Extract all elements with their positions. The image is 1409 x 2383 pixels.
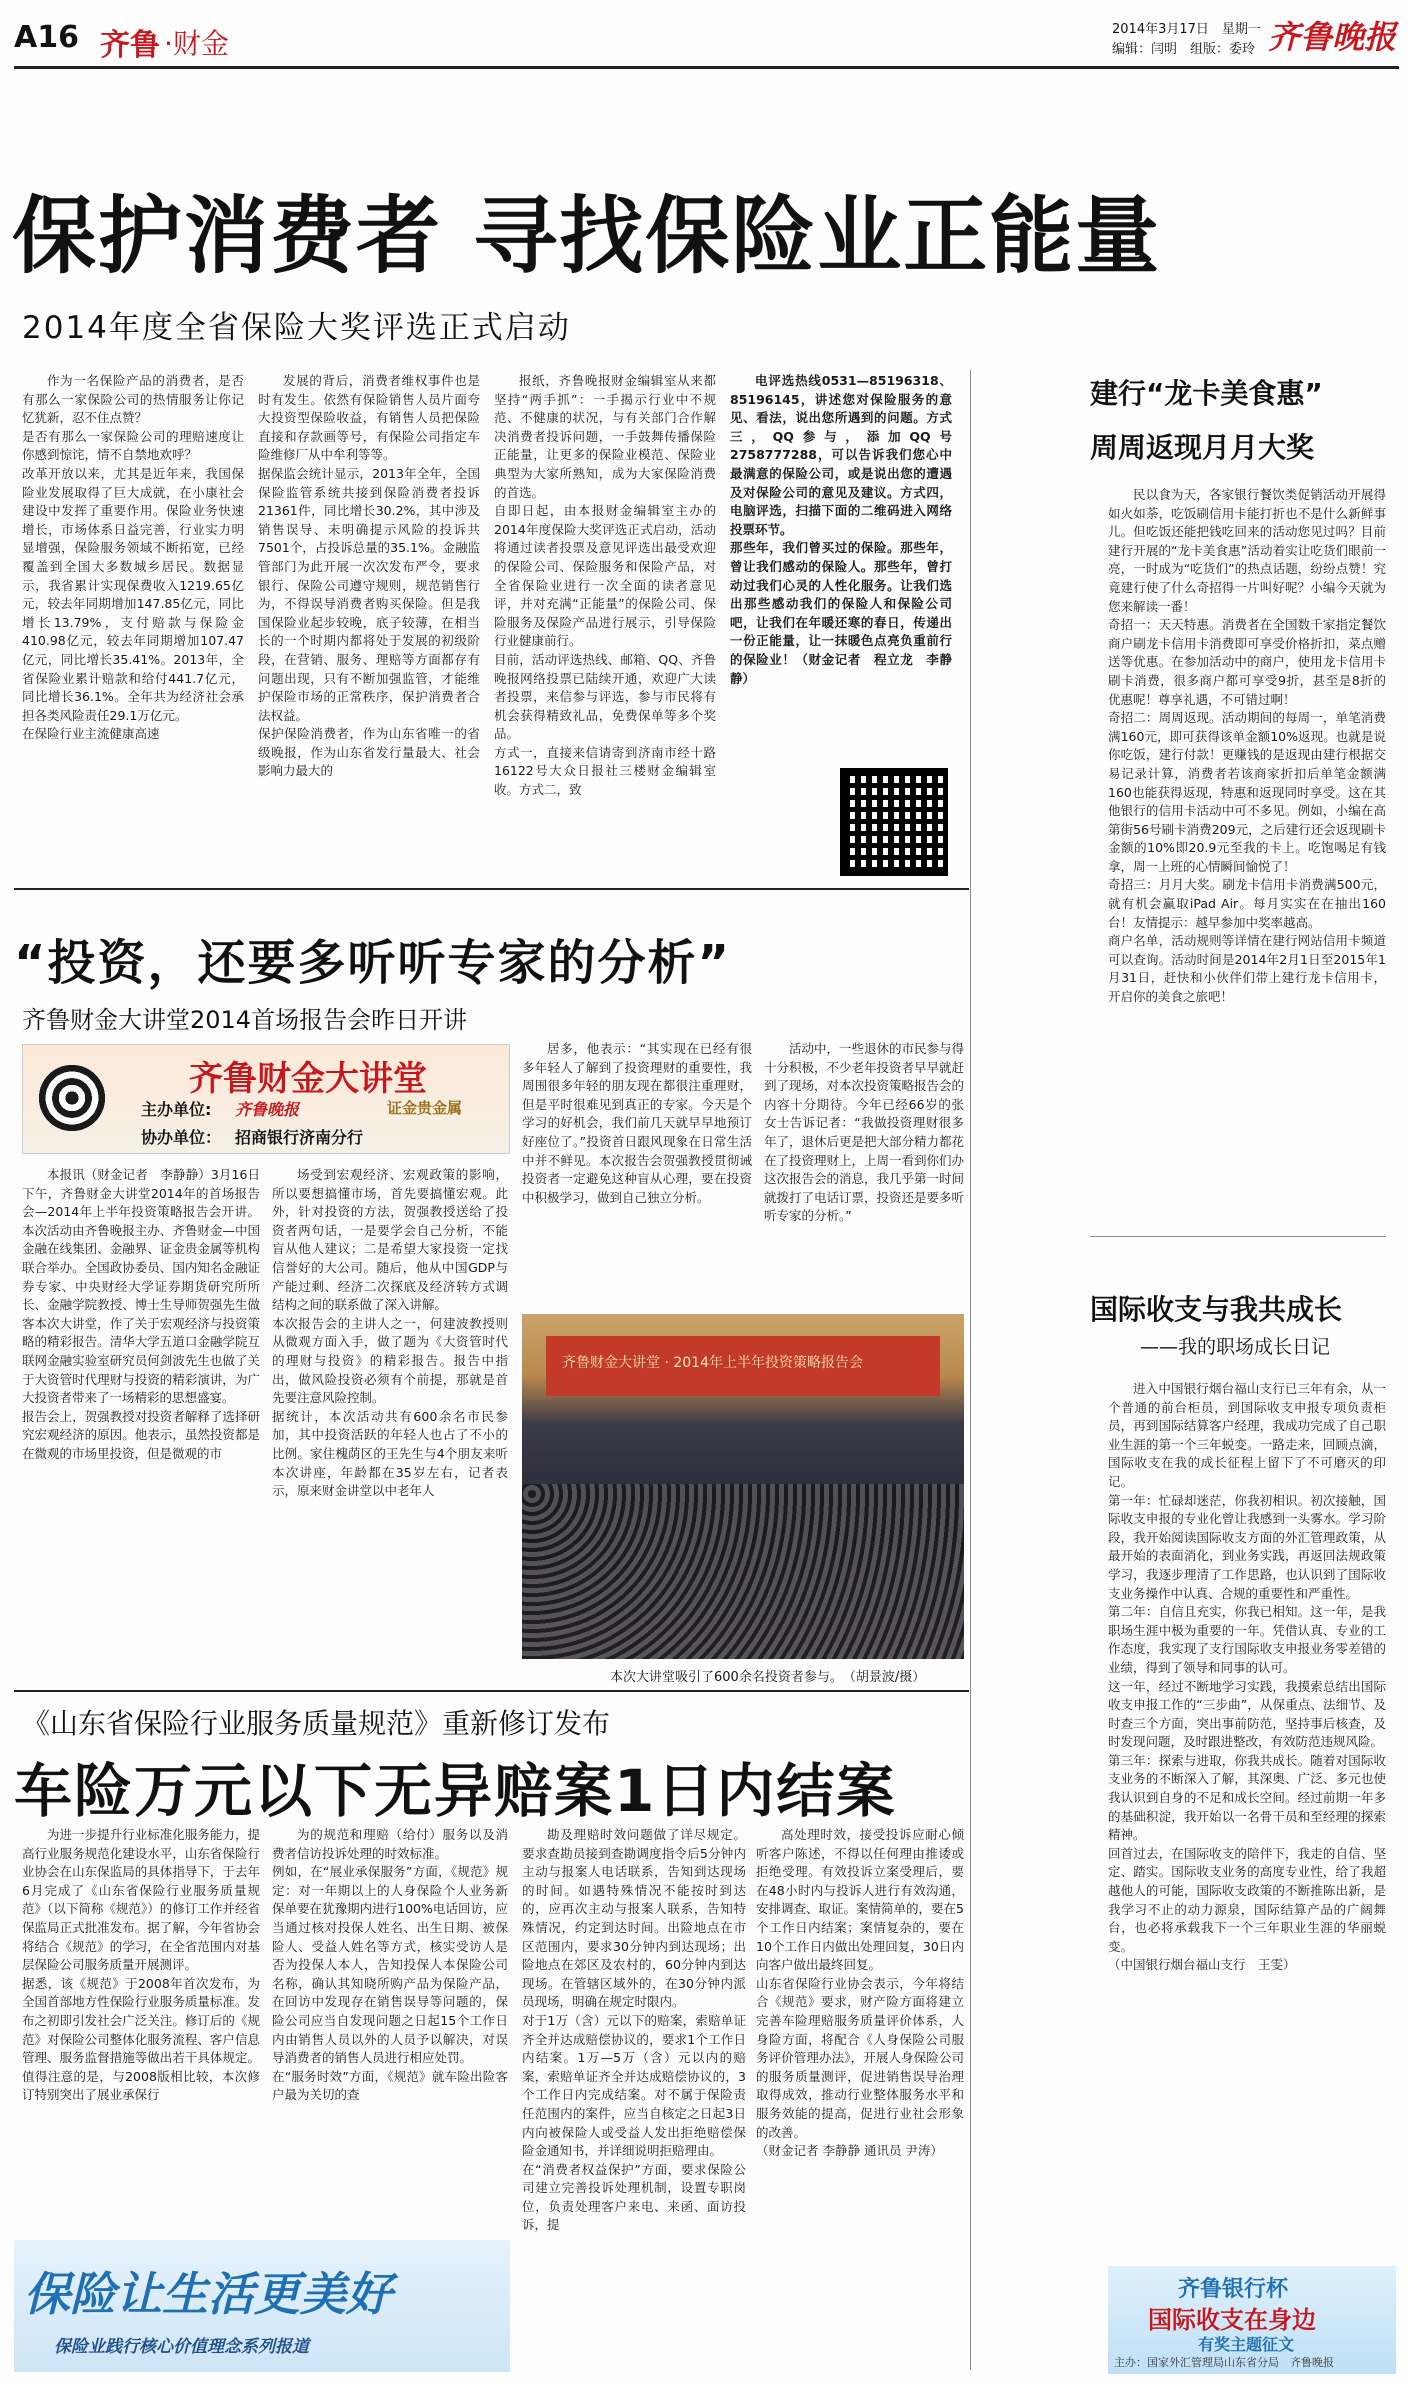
article3-col1 bbox=[22, 1826, 260, 2228]
article1-col3 bbox=[494, 372, 716, 877]
staff-line: 编辑：闫明 组版：委玲 bbox=[1112, 42, 1256, 57]
promo-line2: 国际收支在身边 bbox=[1148, 2306, 1316, 2334]
photo-audience bbox=[522, 1484, 964, 1659]
promo-line4: 主办：国家外汇管理局山东省分局 齐鲁晚报 bbox=[1114, 2356, 1334, 2369]
target-icon bbox=[33, 1059, 111, 1137]
article3-kicker: 《山东省保险行业服务质量规范》重新修订发布 bbox=[22, 1707, 611, 1740]
article2-col4 bbox=[764, 1040, 964, 1305]
article2-title: “投资，还要多听听专家的分析” bbox=[14, 935, 732, 991]
sidebar-divider bbox=[970, 370, 971, 2370]
photo-caption: 本次大讲堂吸引了600余名投资者参与。 （胡景波/摄） bbox=[610, 1670, 926, 1685]
page-header bbox=[0, 0, 1409, 66]
sidebar1-body-text: 民以食为天，各家银行餐饮类促销活动开展得如火如荼，吃饭刷信用卡能打折也不是什么新鲜事儿。但吃饭还能把钱吃回来的活动您见过吗？目前建行开展的“龙卡美食惠”活动着实让吃货们眼前一亮，一时成为“吃货们”的热点话题，纷纷点赞！究竟建行使了什么奇招得一片叫好呢？小编今天就为您来解读一番！ 奇招一：天天特惠。消费者在全国数千家指定餐饮商户刷龙卡信用卡消费即可享受价格折扣，菜点赠送等优惠。在参加活动中的商户，使用龙卡信用卡刷卡消费，很多商户都可享受9折，甚至是8折的优惠呢！尊享礼遇，不可错过啊！ 奇招二：周周返现。活动期间的每周一，单笔消费满160元，即可获得该单金额10%返现。也就是说你吃饭，建行付款！更赚钱的是返现由建行根据交易记录计算，消费者若该商家折扣后单笔金额满160也能获得返现，特惠和返现同时享受。这在其他银行的信用卡活动中可不多见。例如，小编在高第街56号刷卡消费209元，之后建行还会返现刷卡金额的10%即20.9元至我的卡上。吃饱喝足有钱拿，周一上班的心情瞬间愉悦了！ 奇招三：月月大奖。刷龙卡信用卡消费满500元，就有机会赢取iPad Air。每月实实在在抽出160台！友情提示：越早参加中奖率越高。 商户名单，活动规则等详情在建行网站信用卡频道可以查询。活动时间是2014年2月1日至2015年1月31日，赶快和小伙伴们带上建行龙卡信用卡，开启你的美食之旅吧！ bbox=[1108, 487, 1386, 1005]
article3-col3-text: 勘及理赔时效问题做了详尽规定。要求查勘员接到查勘调度指令后5分钟内主动与报案人电话联系，告知到达现场的时间。如遇特殊情况不能按时到达的，应再次主动与报案人联系，告知特殊情况，约定到达时间。出险地点在市区范围内，要求30分钟内到达现场；出险地点在郊区及农村的，60分钟内到达现场。在管辖区域外的，在30分钟内派员现场，明确在规定时限内。 对于1万（含）元以下的赔案，索赔单证齐全并达成赔偿协议的，要求1个工作日内结案。1万—5万（含）元以内的赔案，索赔单证齐全并达成赔偿协议的，3个工作日内完成结案。对不属于保险责任范围内的案件，应当自核定之日起3日内向被保险人或受益人发出拒绝赔偿保险金通知书，并详细说明拒赔理由。 在“消费者权益保护”方面，要求保险公司建立完善投诉处理机制，设置专职岗位，负责处理客户来电、来函、面访投诉，提 bbox=[522, 1827, 746, 2233]
article1-col2 bbox=[258, 372, 480, 877]
article1-col1-text: 作为一名保险产品的消费者，是否有那么一家保险公司的热情服务让你记忆犹新，忍不住点赞？ 是否有那么一家保险公司的理赔速度让你感到惊诧，情不自禁地欢呼？ 改革开放以来，尤其是近年来，我国保险业发展取得了巨大成就，在小康社会建设中发挥了重要作用。保险业务快速增长，市场体系日益完善，行业实力明显增强，保险服务领域不断拓宽，已经覆盖到全国大多数城乡居民。数据显示，我省累计实现保费收入1219.65亿元，较去年同期增加147.85亿元，同比增长13.79%，支付赔款与保险金410.98亿元，较去年同期增加107.47亿元，同比增长35.41%。2013年，全省保险业累计赔款和给付441.7亿元，同比增长36.1%。全年共为经济社会承担各类风险责任29.1万亿元。 在保险行业主流健康高速 bbox=[22, 373, 244, 742]
article1-col4 bbox=[730, 372, 952, 762]
host-org1: 齐鲁晚报 bbox=[235, 1100, 300, 1119]
article3-col4-text: 高处理时效，接受投诉应耐心倾听客户陈述，不得以任何理由推诿或拒绝受理。有效投诉立案受理后，要在48小时内与投诉人进行有效沟通，安排调查、取证。案情简单的，要在5个工作日内结案；案情复杂的，要在10个工作日内做出处理回复，30日内向客户做出最终回复。 山东省保险行业协会表示，今年将结合《规范》要求，财产险方面将建立完善车险理赔服务质量评价体系，人身险方面，将配合《人身保险公司服务评价管理办法》，开展人身保险公司的服务质量测评，促进销售误导治理取得成效，推动行业整体服务水平和服务效能的提高，促进行业社会形象的改善。 （财金记者 李静静 通讯员 尹涛） bbox=[756, 1827, 964, 2159]
slogan-text: 保险让生活更美好 bbox=[24, 2267, 392, 2321]
article1-col3-text: 报纸，齐鲁晚报财金编辑室从来都坚持“两手抓”：一手揭示行业中不规范、不健康的状况，与有关部门合作解决消费者投诉问题，一手鼓舞传播保险正能量，让更多的保险业模范、保险业典型为大家所熟知，成为大家保险消费的首选。 自即日起，由本报财金编辑室主办的2014年度保险大奖评选正式启动，活动将通过读者投票及意见评选出最受欢迎的保险公司、保险服务和保险产品，对全省保险业进行一次全面的读者意见评，并对充满“正能量”的保险公司、保险服务及保险产品进行展示，引导保险行业健康前行。 目前，活动评选热线、邮箱、QQ、齐鲁晚报网络投票已陆续开通，欢迎广大读者投票，来信参与评选，参与市民将有机会获得精致礼品，免费保单等多个奖品。 方式一，直接来信请寄到济南市经十路16122号大众日报社三楼财金编辑室收。方式二，致 bbox=[494, 373, 716, 798]
lecture-banner bbox=[22, 1044, 510, 1154]
article3-col1-text: 为进一步提升行业标准化服务能力，提高行业服务规范化建设水平，山东省保险行业协会在山东保监局的具体指导下，于去年6月完成了《山东省保险行业服务质量规范》（以下简称《规范》）的修订工作并经省保监局正式批准发布。据了解，今年省协会将结合《规范》的学习，在全省范围内对基层保险公司服务质量开展测评。 据悉，该《规范》于2008年首次发布，为全国首部地方性保险行业服务质量标准。发布之初即引发社会广泛关注。修订后的《规范》对保险公司整体化服务流程、客户信息管理、服务监督措施等做出若干具体规定。值得注意的是，与2008版相比较，本次修订特别突出了展业承保行 bbox=[22, 1827, 260, 2103]
article3-col2 bbox=[272, 1826, 508, 2228]
insurance-slogan-banner bbox=[14, 2240, 510, 2372]
article1-title: 保护消费者 寻找保险业正能量 bbox=[12, 187, 1162, 285]
sidebar1-title-line2: 周周返现月月大奖 bbox=[1090, 431, 1315, 464]
article2-subtitle: 齐鲁财金大讲堂2014首场报告会昨日开讲 bbox=[22, 1006, 468, 1034]
essay-contest-banner bbox=[1108, 2266, 1396, 2374]
article3-col3 bbox=[522, 1826, 746, 2376]
promo-line1: 齐鲁银行杯 bbox=[1178, 2277, 1289, 2302]
article3-col4 bbox=[756, 1826, 964, 2376]
sidebar2-title: 国际收支与我共成长 bbox=[1090, 1293, 1343, 1326]
promo-line3: 有奖主题征文 bbox=[1198, 2335, 1295, 2354]
slogan-tagline: 保险业践行核心价值理念系列报道 bbox=[54, 2337, 309, 2357]
photo-screen-label: 齐鲁财金大讲堂 · 2014年上半年投资策略报告会 bbox=[562, 1355, 863, 1371]
co-org: 招商银行济南分行 bbox=[235, 1128, 364, 1147]
article1-col2-text: 发展的背后，消费者维权事件也是时有发生。依然有保险销售人员片面夸大投资型保险收益，有销售人员把保险直接和存款画等号，有保险公司指定车险维修厂从中牟利等等。 据保监会统计显示，2013年全年，全国保险监管系统共接到保险消费者投诉21361件，同比增长30.2%，其中涉及销售误导、未明确提示风险的投诉共7501个，占投诉总量的35.1%。金融监管部门为此开展一次次发布严令，要求银行、保险公司遵守规则，规范销售行为，不得误导消费者购买保险。但是我国保险业起步较晚，底子较薄，在相当长的一个时期内都将处于发展的初级阶段，在营销、服务、理赔等方面都存有问题出现，只有不断加强监管，才能维护保险市场的正常秩序，保护消费者合法权益。 保护保险消费者，作为山东省唯一的省级晚报，作为山东省发行量最大、社会影响力最大的 bbox=[258, 373, 480, 779]
article1-subtitle: 2014年度全省保险大奖评选正式启动 bbox=[22, 310, 571, 346]
article2-col1 bbox=[22, 1166, 260, 1696]
article2-col1-text: 本报讯（财金记者 李静静）3月16日下午，齐鲁财金大讲堂2014年的首场报告会—2014年上半年投资策略报告会开讲。本次活动由齐鲁晚报主办、齐鲁财金—中国金融在线集团、金融界、证金贵金属等机构联合举办。全国政协委员、国内知名金融证券专家、中央财经大学证券期货研究所所长、金融学院教授、博士生导师贺强先生做客本次大讲堂，作了关于宏观经济与投资策略的精彩报告。清华大学五道口金融学院互联网金融实验室研究员何剑波先生也做了关于大资管时代理财与投资的精彩演讲，为广大投资者带来了一场精彩的思想盛宴。 报告会上，贺强教授对投资者解释了选择研究宏观经济的原因。他表示，虽然投资都是在微观的市场里投资，但是微观的市 bbox=[22, 1167, 260, 1461]
host-label: 主办单位: bbox=[141, 1100, 212, 1119]
article2-col4-text: 活动中，一些退休的市民参与得十分积极，不少老年投资者早早就赶到了现场，对本次投资策略报告会的内容十分期待。今年已经66岁的张女士告诉记者：“我做投资理财很多年了，退休后更是把大部分精力都花在了投资理财上，上周一看到你们办这次报告会的消息，我几乎第一时间就拨打了电话订票，投资还是要多听听专家的分析。” bbox=[764, 1041, 964, 1224]
sidebar-mid-rule bbox=[1090, 1236, 1386, 1237]
sidebar2-body bbox=[1108, 1380, 1386, 2238]
banner-title: 齐鲁财金大讲堂 bbox=[189, 1059, 427, 1099]
article2-bottom-rule bbox=[14, 1690, 969, 1692]
article2-col2 bbox=[272, 1166, 508, 1696]
co-label: 协办单位： bbox=[141, 1128, 222, 1147]
vote-qr-code[interactable] bbox=[840, 768, 948, 876]
sidebar1-body bbox=[1108, 486, 1386, 1228]
article2-col3 bbox=[522, 1040, 752, 1305]
article1-col1 bbox=[22, 372, 244, 877]
article1-bottom-rule bbox=[14, 888, 969, 890]
article3-col2-text: 为的规范和理赔（给付）服务以及消费者信访投诉处理的时效标准。 例如，在“展业承保服务”方面，《规范》规定：对一年期以上的人身保险个人业务新保单要在犹豫期内进行100%电话回访，应当通过核对投保人姓名、出生日期、被保险人、受益人姓名等方式，核实受访人是否为投保人本人，告知投保人本保险公司名称，确认其知晓所购产品为保险产品，在回访中发现存在销售误导等问题的，保险公司应当自发现问题之日起15个工作日内由销售人员以外的人员予以解决，对误导消费者的销售人员进行相应处罚。 在“服务时效”方面，《规范》就车险出险客户最为关切的查 bbox=[272, 1827, 508, 2103]
article1-col4-text: 电评选热线0531—85196318、85196145，讲述您对保险服务的意见、看法，说出您所遇到的问题。方式三，QQ参与，添加QQ号2758777288，可以告诉我们您心中最满意的保险公司，或是说出您的遭遇及对保险公司的意见及建议。方式四，电脑评选，扫描下面的二维码进入网络投票环节。 那些年，我们曾买过的保险。那些年，曾让我们感动的保险人。那些年，曾打动过我们心灵的人性化服务。让我们选出那些感动我们的保险人和保险公司吧，让我们在年暖还寒的春日，传递出一份正能量，让一抹暖色点亮负重前行的保险业！（财金记者 程立龙 李静静） bbox=[730, 373, 952, 686]
article2-col3-text: 居多，他表示：“其实现在已经有很多年轻人了解到了投资理财的重要性，我周围很多年轻的朋友现在都很注重理财，但是平时很难见到真正的专家。今天是个学习的好机会，我们前几天就早早地预订好座位了。”投资首日跟风现象在日常生活中并不鲜见。本次报告会贺强教授贯彻诫投资者一定避免这种盲从心理，要在投资中积极学习，做到自己独立分析。 bbox=[522, 1041, 752, 1205]
lecture-photo bbox=[522, 1314, 964, 1659]
section-sub: ·财金 bbox=[164, 27, 229, 60]
date-line: 2014年3月17日 星期一 bbox=[1112, 22, 1261, 37]
sidebar2-body-text: 进入中国银行烟台福山支行已三年有余，从一个普通的前台柜员，到国际收支申报专项负责柜员，再到国际结算客户经理，我成功完成了自己职业生涯的第一个三年蜕变。一路走来，回顾点滴，国际收支在我的成长征程上留下了不可磨灭的印记。 第一年：忙碌却迷茫，你我初相识。初次接触，国际收支申报的专业化曾让我感到一头雾水。学习阶段，我开始阅读国际收支方面的外汇管理政策，从最开始的表面消化，到业务实践，再返回法规政策学习，我逐步理清了工作思路，也认识到了国际收支业务操作中认真、合规的重要性和严重性。 第二年：自信且充实，你我已相知。这一年，是我职场生涯中极为重要的一年。凭借认真、专业的工作态度，我实现了支行国际收支申报业务零差错的业绩，得到了领导和同事的认可。 这一年，经过不断地学习实践，我摸索总结出国际收支申报工作的“三步曲”，从保重点、法细节、及时查三个方面，突出事前防范，坚持事后核查，及时发现问题，及时跟进整改，有效防范违规风险。 第三年：探索与进取，你我共成长。随着对国际收支业务的不断深入了解，其深奥、广泛、多元也使我认识到自身的不足和成长空间。经过前期一年多的基础积淀，我开始以一名骨干员和至经理的探索精神。 回首过去，在国际收支的陪伴下，我走的自信、坚定、踏实。国际收支业务的高度专业性，给了我超越他人的可能，国际收支政策的不断推陈出新，是我学习不止的动力源泉，国际结算产品的广阔舞台，也必将承载我下一个三年职业生涯的华丽蜕变。 （中国银行烟台福山支行 王雯） bbox=[1108, 1381, 1386, 1973]
sidebar2-subtitle: ——我的职场成长日记 bbox=[1140, 1336, 1331, 1358]
header-rule bbox=[14, 66, 1399, 69]
article3-title: 车险万元以下无异赔案1日内结案 bbox=[14, 1757, 897, 1825]
article2-col2-text: 场受到宏观经济、宏观政策的影响，所以要想搞懂市场，首先要搞懂宏观。此外，针对投资的方法，贺强教授送给了投资者两句话，一是要学会自己分析，不能盲从他人建议；二是希望大家投资一定找信誉好的大公司。随后，他从中国GDP与产能过剩、经济二次探底及经济转方式调结构之间的联系做了深入讲解。 本次报告会的主讲人之一，何建波教授则从微观方面入手，做了题为《大资管时代的理财与投资》的精彩报告。报告中指出，做风险投资必须有个前提，那就是首先要注意风险控制。 据统计，本次活动共有600余名市民参加，其中投资活跃的年轻人也占了不小的比例。家住槐荫区的王先生与4个朋友来听本次讲座，年龄都在35岁左右，记者表示，原来财金讲堂以中老年人 bbox=[272, 1167, 508, 1499]
sidebar1-title-line1: 建行“龙卡美食惠” bbox=[1090, 377, 1323, 410]
host-org2: 证金贵金属 bbox=[387, 1099, 463, 1117]
newspaper-logo: 齐鲁晚报 bbox=[1268, 18, 1397, 56]
section-name: 齐鲁 bbox=[100, 28, 160, 63]
page-number: A16 bbox=[14, 20, 79, 55]
